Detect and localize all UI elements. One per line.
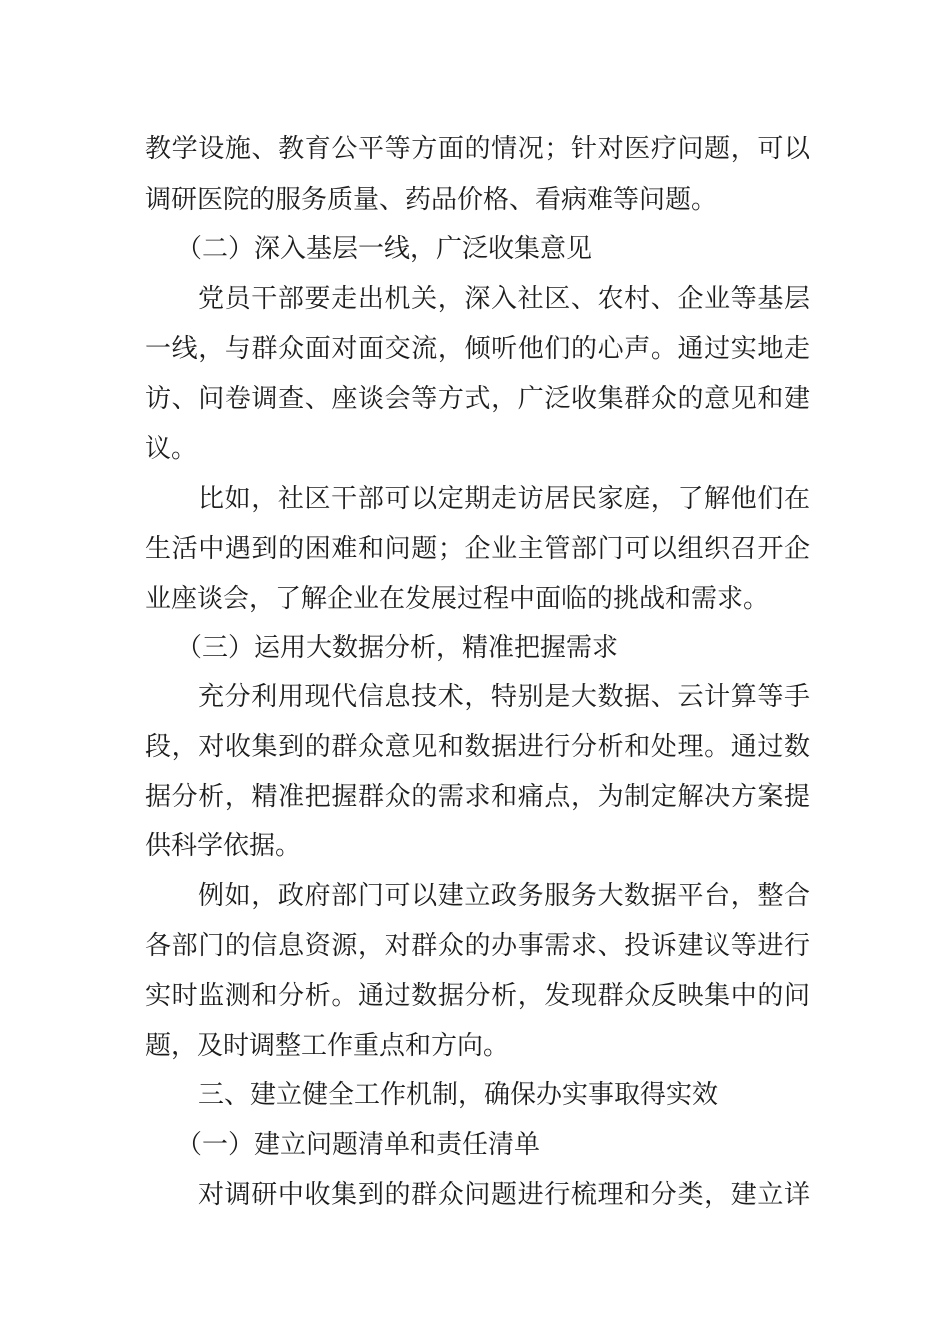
subsection-heading: （一）建立问题清单和责任清单 xyxy=(176,1130,541,1160)
paragraph-line: 各部门的信息资源，对群众的办事需求、投诉建议等进行 xyxy=(145,931,810,961)
paragraph-line: 访、问卷调查、座谈会等方式，广泛收集群众的意见和建 xyxy=(145,384,810,414)
subsection-heading: （二）深入基层一线，广泛收集意见 xyxy=(176,234,593,264)
paragraph-line: 生活中遇到的困难和问题；企业主管部门可以组织召开企 xyxy=(145,534,810,564)
paragraph-line: 实时监测和分析。通过数据分析，发现群众反映集中的问 xyxy=(145,981,810,1011)
paragraph-line: 题，及时调整工作重点和方向。 xyxy=(145,1031,510,1061)
paragraph-line: 调研医院的服务质量、药品价格、看病难等问题。 xyxy=(145,185,718,215)
paragraph-line: 业座谈会，了解企业在发展过程中面临的挑战和需求。 xyxy=(145,584,770,614)
paragraph-line: 段，对收集到的群众意见和数据进行分析和处理。通过数 xyxy=(145,732,810,762)
paragraph-line: 例如，政府部门可以建立政务服务大数据平台，整合 xyxy=(198,881,810,911)
paragraph-line: 比如，社区干部可以定期走访居民家庭，了解他们在 xyxy=(198,484,810,514)
paragraph-line: 供科学依据。 xyxy=(145,831,302,861)
paragraph-line: 对调研中收集到的群众问题进行梳理和分类，建立详 xyxy=(198,1180,810,1210)
paragraph-line: 充分利用现代信息技术，特别是大数据、云计算等手 xyxy=(198,682,810,712)
paragraph-line: 教学设施、教育公平等方面的情况；针对医疗问题，可以 xyxy=(145,134,810,164)
subsection-heading: （三）运用大数据分析，精准把握需求 xyxy=(176,633,619,663)
section-heading: 三、建立健全工作机制，确保办实事取得实效 xyxy=(198,1080,719,1110)
paragraph-line: 一线，与群众面对面交流，倾听他们的心声。通过实地走 xyxy=(145,334,810,364)
paragraph-line: 议。 xyxy=(145,434,198,464)
paragraph-line: 据分析，精准把握群众的需求和痛点，为制定解决方案提 xyxy=(145,782,810,812)
paragraph-line: 党员干部要走出机关，深入社区、农村、企业等基层 xyxy=(198,284,810,314)
